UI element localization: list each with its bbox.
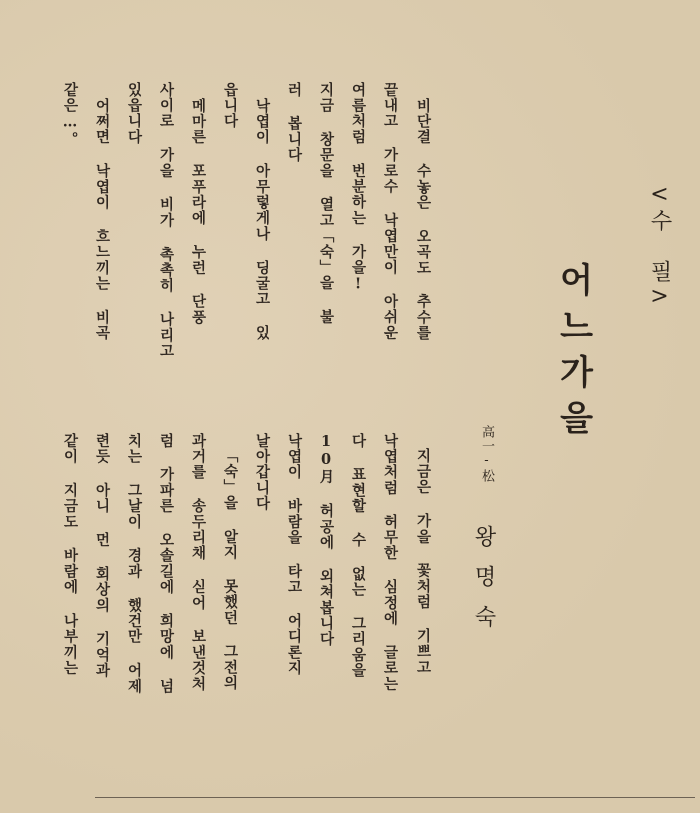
- essay-line: 치는 그날이 경과 했건만 어제: [125, 433, 143, 695]
- essay-line: 과거를 송두리채 싣어 보낸것처: [189, 433, 207, 692]
- author-school: 高一-松: [479, 425, 494, 483]
- essay-line: 날아갑니다: [253, 433, 271, 512]
- essay-line: 낙엽처럼 허무한 심정에 글로는: [381, 433, 399, 692]
- essay-line: 러 봅니다: [285, 82, 303, 163]
- essay-line: 있읍니다: [125, 82, 143, 145]
- essay-line: 지금 창문을 열고「숙」을 불: [317, 82, 335, 325]
- essay-line: 다 표현할 수 없는 그리움을: [349, 433, 367, 679]
- essay-line: 련듯 아니 먼 회상의 기억과: [93, 433, 111, 679]
- essay-line: 여름처럼 번분하는 가을!: [349, 82, 367, 294]
- essay-line: 지금은 가을 꽃처럼 기쁘고: [414, 448, 432, 676]
- essay-line: 어쩌면 낙엽이 흐느끼는 비곡: [93, 98, 111, 341]
- essay-line: 끝내고 가로수 낙엽만이 아쉬운: [381, 82, 399, 341]
- essay-line: 사이로 가을 비가 촉촉히 나리고: [157, 82, 175, 359]
- essay-line: 10月 허공에 외쳐봅니다: [317, 433, 335, 648]
- essay-line: 메마른 포푸라에 누런 단풍: [189, 98, 207, 326]
- essay-line: 같이 지금도 바람에 나부끼는: [61, 433, 79, 676]
- essay-line: 「숙」을 알지 못했던 그전의: [221, 448, 239, 691]
- genre-label: <수 필>: [647, 182, 672, 311]
- essay-line: 낙엽이 바람을 타고 어디론지: [285, 433, 303, 676]
- essay-line: 럼 가파른 오솔길에 희망에 넘: [157, 433, 175, 695]
- essay-line: 읍니다: [221, 82, 239, 130]
- bottom-divider: [95, 797, 695, 798]
- author-name: 왕명숙: [471, 525, 496, 645]
- essay-line: 비단결 수놓은 오곡도 추수를: [414, 98, 432, 341]
- essay-title: 어느가을: [553, 262, 593, 446]
- essay-line: 같은…。: [61, 82, 79, 148]
- essay-line: 낙엽이 아무렇게나 딩굴고 있: [253, 98, 271, 341]
